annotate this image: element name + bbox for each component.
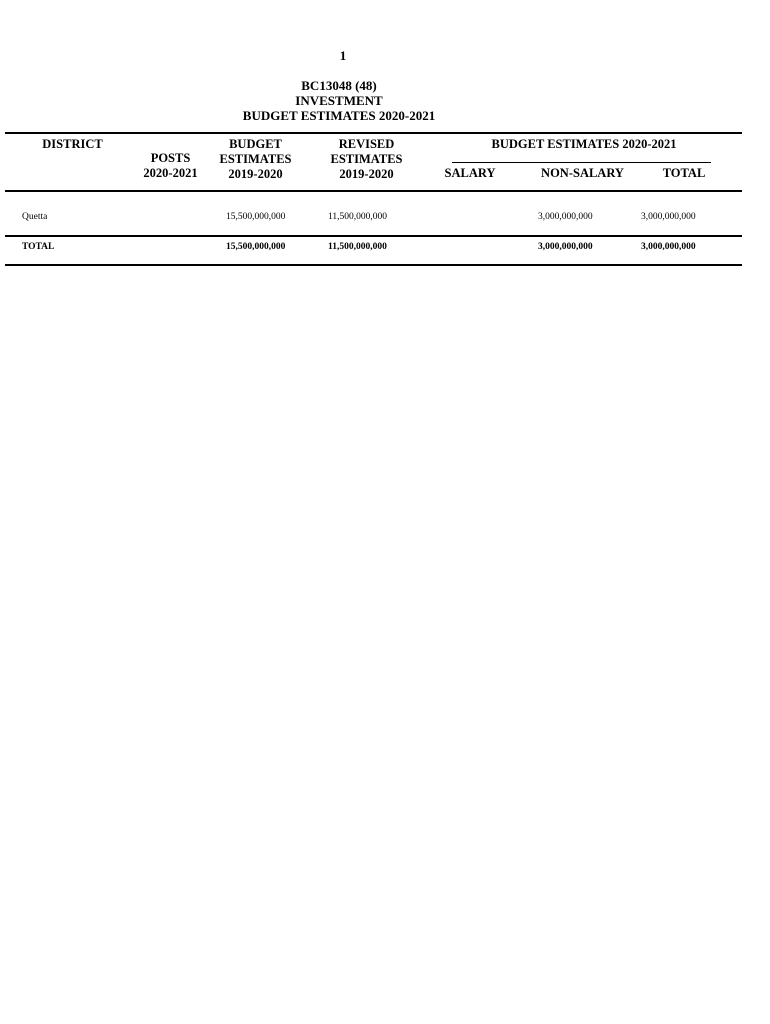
table-top-rule bbox=[5, 132, 742, 134]
totals-revised-estimates: 11,500,000,000 bbox=[328, 242, 387, 252]
category-title: INVESTMENT bbox=[295, 93, 383, 108]
row-budget-estimates: 15,500,000,000 bbox=[226, 212, 286, 222]
col-header-total: TOTAL bbox=[662, 166, 706, 180]
posts-label: POSTS bbox=[150, 151, 191, 165]
col-header-posts bbox=[133, 151, 208, 181]
totals-budget-estimates: 15,500,000,000 bbox=[226, 242, 286, 252]
revised-label: REVISED bbox=[338, 137, 395, 151]
row-total: 3,000,000,000 bbox=[641, 212, 696, 222]
department-code: BC13048 (48) bbox=[301, 78, 377, 93]
budget-label: BUDGET bbox=[229, 137, 282, 151]
totals-total: 3,000,000,000 bbox=[641, 242, 696, 252]
budget-estimates-label: ESTIMATES bbox=[219, 152, 292, 166]
page-number: 1 bbox=[339, 48, 347, 63]
revised-year: 2019-2020 bbox=[339, 167, 394, 181]
totals-non-salary: 3,000,000,000 bbox=[538, 242, 593, 252]
estimates-subtitle: BUDGET ESTIMATES 2020-2021 bbox=[242, 108, 436, 123]
row-district: Quetta bbox=[22, 212, 48, 222]
header-bottom-rule bbox=[5, 190, 742, 192]
row-revised-estimates: 11,500,000,000 bbox=[328, 212, 388, 222]
totals-top-rule bbox=[5, 235, 742, 237]
row-non-salary: 3,000,000,000 bbox=[538, 212, 593, 222]
totals-row bbox=[0, 241, 770, 255]
col-header-revised-estimates bbox=[318, 137, 415, 182]
col-header-budget-estimates bbox=[208, 137, 303, 182]
totals-label: TOTAL bbox=[22, 242, 55, 252]
report-heading bbox=[200, 78, 478, 123]
col-header-non-salary: NON-SALARY bbox=[541, 166, 624, 180]
budget-year: 2019-2020 bbox=[228, 167, 283, 181]
table-row bbox=[0, 211, 770, 225]
table-bottom-rule bbox=[5, 264, 742, 266]
col-group-header-budget-estimates: BUDGET ESTIMATES 2020-2021 bbox=[491, 137, 677, 151]
revised-estimates-label: ESTIMATES bbox=[330, 152, 403, 166]
group-header-underline bbox=[452, 162, 711, 163]
posts-year: 2020-2021 bbox=[143, 166, 198, 180]
col-header-district: DISTRICT bbox=[42, 137, 103, 151]
col-header-salary: SALARY bbox=[444, 166, 496, 180]
